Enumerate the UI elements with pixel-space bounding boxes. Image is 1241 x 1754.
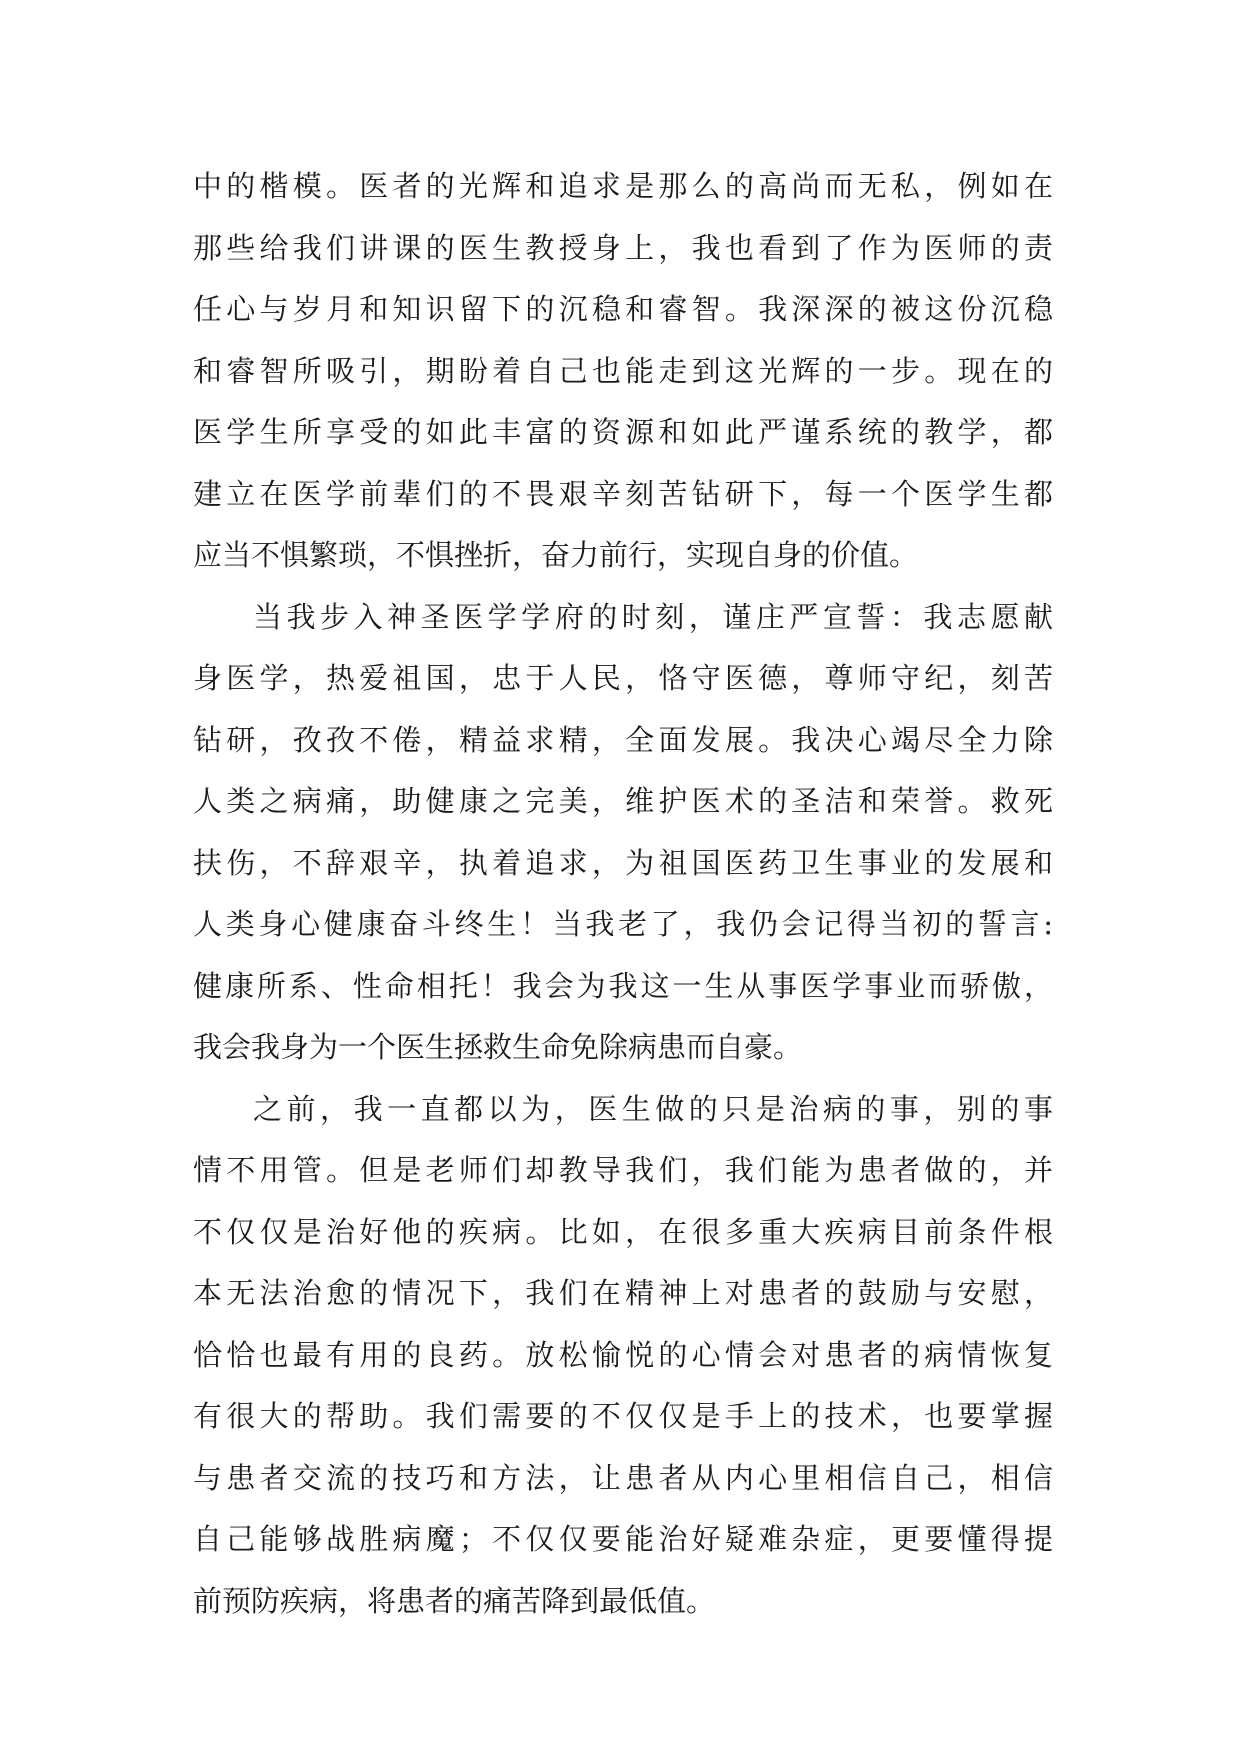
paragraph-1 bbox=[193, 156, 1053, 587]
text-line: 本无法治愈的情况下，我们在精神上对患者的鼓励与安慰， bbox=[193, 1276, 1053, 1310]
text-line: 自己能够战胜病魔；不仅仅要能治好疑难杂症，更要懂得提 bbox=[193, 1522, 1053, 1556]
text-line: 健康所系、性命相托！我会为我这一生从事医学事业而骄傲， bbox=[193, 968, 1053, 1003]
text-line: 不仅仅是治好他的疾病。比如，在很多重大疾病目前条件根 bbox=[193, 1214, 1053, 1249]
text-line: 中的楷模。医者的光辉和追求是那么的高尚而无私，例如在 bbox=[193, 169, 1053, 203]
text-line: 情不用管。但是老师们却教导我们，我们能为患者做的，并 bbox=[193, 1153, 1053, 1187]
paragraph-2 bbox=[193, 587, 1053, 1079]
text-line: 当我步入神圣医学学府的时刻，谨庄严宣誓：我志愿献 bbox=[253, 599, 1053, 634]
text-line: 与患者交流的技巧和方法，让患者从内心里相信自己，相信 bbox=[193, 1460, 1053, 1495]
text-line: 前预防疾病，将患者的痛苦降到最低值。 bbox=[193, 1583, 716, 1618]
body-text bbox=[193, 156, 1053, 1632]
text-line: 人类之病痛，助健康之完美，维护医术的圣洁和荣誉。救死 bbox=[193, 784, 1053, 818]
text-line: 之前，我一直都以为，医生做的只是治病的事，别的事 bbox=[253, 1091, 1053, 1126]
text-line: 我会我身为一个医生拯救生命免除病患而自豪。 bbox=[193, 1030, 803, 1064]
text-line: 任心与岁月和知识留下的沉稳和睿智。我深深的被这份沉稳 bbox=[193, 292, 1053, 326]
text-line: 应当不惧繁琐，不惧挫折，奋力前行，实现自身的价值。 bbox=[193, 538, 919, 572]
text-line: 恰恰也最有用的良药。放松愉悦的心情会对患者的病情恢复 bbox=[193, 1337, 1053, 1372]
text-line: 那些给我们讲课的医生教授身上，我也看到了作为医师的责 bbox=[193, 230, 1053, 265]
text-line: 钻研，孜孜不倦，精益求精，全面发展。我决心竭尽全力除 bbox=[193, 722, 1053, 757]
text-line: 建立在医学前辈们的不畏艰辛刻苦钻研下，每一个医学生都 bbox=[193, 476, 1053, 511]
text-line: 有很大的帮助。我们需要的不仅仅是手上的技术，也要掌握 bbox=[193, 1399, 1053, 1433]
text-line: 身医学，热爱祖国，忠于人民，恪守医德，尊师守纪，刻苦 bbox=[193, 661, 1053, 695]
text-line: 和睿智所吸引，期盼着自己也能走到这光辉的一步。现在的 bbox=[193, 353, 1053, 388]
text-line: 医学生所享受的如此丰富的资源和如此严谨系统的教学，都 bbox=[193, 415, 1053, 449]
paragraph-3 bbox=[193, 1079, 1053, 1633]
text-line: 扶伤，不辞艰辛，执着追求，为祖国医药卫生事业的发展和 bbox=[193, 845, 1053, 880]
text-line: 人类身心健康奋斗终生！当我老了，我仍会记得当初的誓言: bbox=[193, 907, 1053, 941]
